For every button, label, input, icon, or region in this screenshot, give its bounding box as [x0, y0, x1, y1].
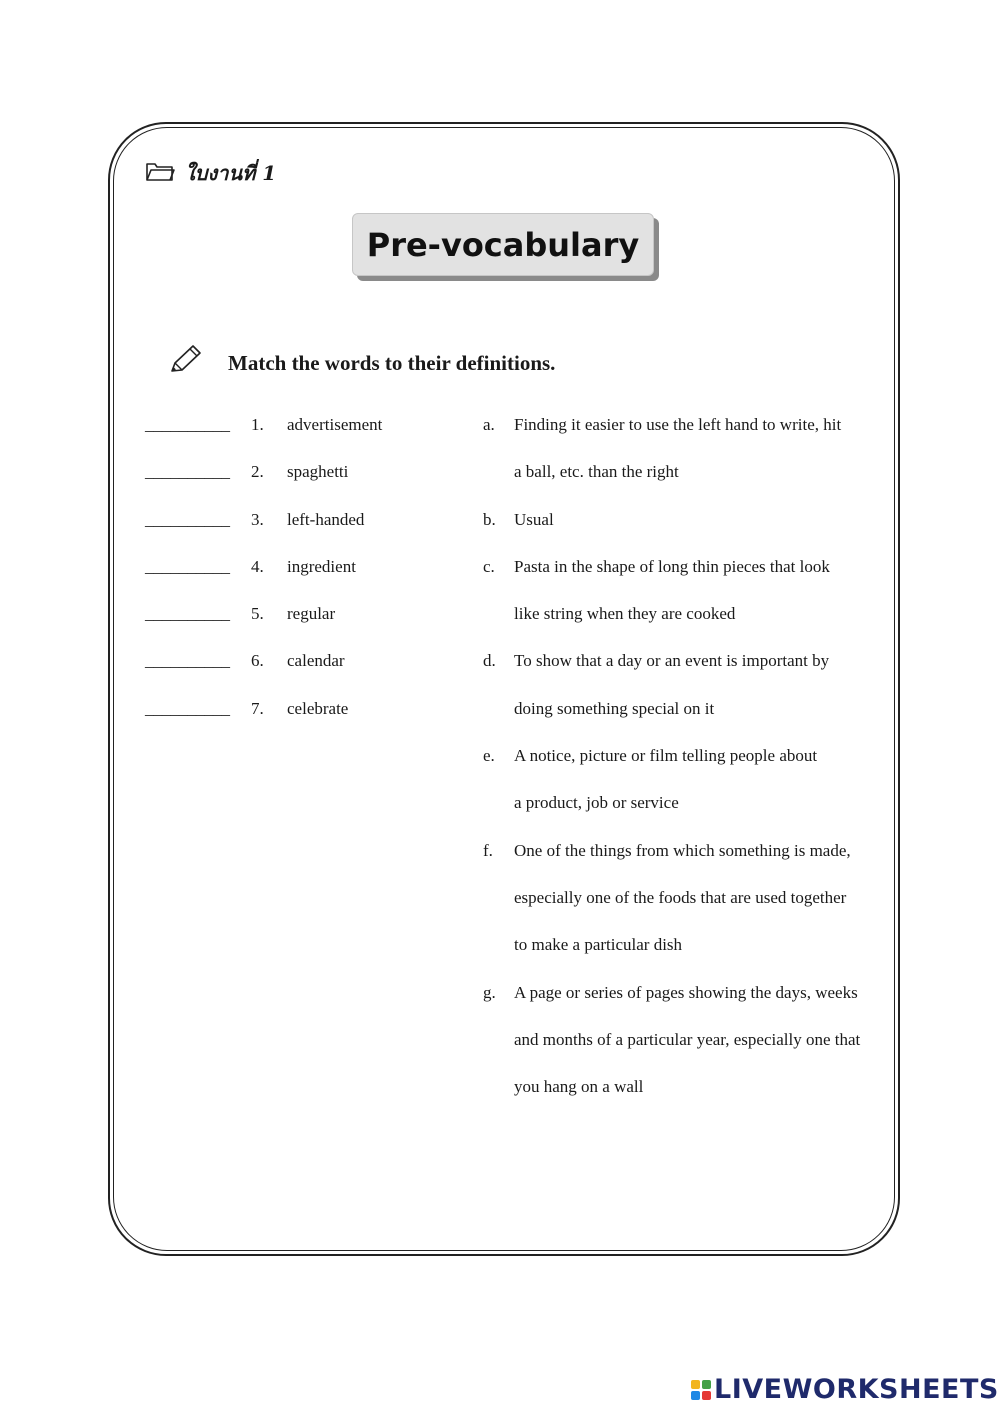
definition-letter: b.	[483, 509, 496, 529]
logo-square	[691, 1391, 700, 1400]
definition-text: Pasta in the shape of long thin pieces that look	[514, 556, 830, 576]
answer-blank-6[interactable]: __________	[145, 651, 230, 671]
definition-letter: d.	[483, 651, 496, 671]
logo-square	[702, 1380, 711, 1389]
definition-text: Usual	[514, 509, 554, 529]
word-text: calendar	[287, 651, 345, 671]
definition-g-cont	[483, 1030, 883, 1077]
word-text: advertisement	[287, 415, 383, 434]
answer-blank-1[interactable]: __________	[145, 415, 230, 434]
definition-c	[483, 557, 883, 604]
answer-blank-3[interactable]: __________	[145, 509, 230, 529]
answer-blank-7[interactable]: __________	[145, 698, 230, 718]
definition-text: a ball, etc. than the right	[514, 462, 679, 482]
definition-e	[483, 746, 883, 793]
definition-text: doing something special on it	[514, 698, 715, 718]
word-number: 5.	[251, 604, 264, 624]
definition-letter: a.	[483, 415, 495, 434]
definition-f	[483, 841, 883, 888]
logo-mark-icon	[691, 1380, 711, 1400]
definition-a-cont	[483, 462, 883, 509]
answer-blank-4[interactable]: __________	[145, 556, 230, 576]
title-box	[352, 213, 654, 276]
definition-e-cont	[483, 793, 883, 840]
definition-text: especially one of the foods that are used together	[514, 887, 847, 907]
word-number: 3.	[251, 509, 264, 529]
logo-square	[691, 1380, 700, 1389]
instruction-text: Match the words to their definitions.	[228, 351, 556, 375]
definition-letter: e.	[483, 746, 495, 766]
instruction-row	[168, 343, 556, 380]
word-number: 6.	[251, 651, 264, 671]
definition-text: To show that a day or an event is important by	[514, 651, 830, 671]
definition-list	[483, 415, 883, 1124]
definition-d-cont	[483, 699, 883, 746]
word-number: 1.	[251, 415, 264, 434]
definition-text: A page or series of pages showing the days, weeks	[514, 982, 858, 1002]
definition-text: Finding it easier to use the left hand to write, hit	[514, 415, 842, 434]
definition-text: a product, job or service	[514, 793, 679, 813]
definition-text: like string when they are cooked	[514, 604, 736, 624]
definition-text: and months of a particular year, especially one that	[514, 1029, 861, 1049]
folder-icon	[145, 160, 175, 187]
word-text: ingredient	[287, 556, 356, 576]
definition-g-cont	[483, 1077, 883, 1124]
word-number: 4.	[251, 556, 264, 576]
definition-g	[483, 983, 883, 1030]
answer-blank-5[interactable]: __________	[145, 604, 230, 624]
definition-letter: f.	[483, 840, 493, 860]
pencil-icon	[168, 343, 204, 380]
word-text: spaghetti	[287, 462, 349, 482]
definition-c-cont	[483, 604, 883, 651]
definition-b	[483, 510, 883, 557]
definition-f-cont	[483, 935, 883, 982]
definition-d	[483, 651, 883, 698]
definition-letter: c.	[483, 556, 495, 576]
definition-a	[483, 415, 883, 462]
liveworksheets-logo[interactable]	[691, 1374, 999, 1405]
word-text: celebrate	[287, 698, 349, 718]
worksheet-header	[145, 157, 276, 189]
definition-text: A notice, picture or film telling people about	[514, 746, 818, 766]
definition-letter: g.	[483, 982, 496, 1002]
definition-text: you hang on a wall	[514, 1077, 644, 1097]
answer-blank-2[interactable]: __________	[145, 462, 230, 482]
worksheet-number: ใบงานที่ 1	[185, 161, 277, 185]
definition-text: to make a particular dish	[514, 935, 683, 955]
word-number: 7.	[251, 698, 264, 718]
definition-text: One of the things from which something is made,	[514, 840, 851, 860]
page-title: Pre-vocabulary	[366, 225, 640, 264]
logo-square	[702, 1391, 711, 1400]
word-text: left-handed	[287, 509, 365, 529]
word-number: 2.	[251, 462, 264, 482]
logo-text: LIVEWORKSHEETS	[714, 1374, 999, 1405]
definition-f-cont	[483, 888, 883, 935]
word-text: regular	[287, 604, 336, 624]
